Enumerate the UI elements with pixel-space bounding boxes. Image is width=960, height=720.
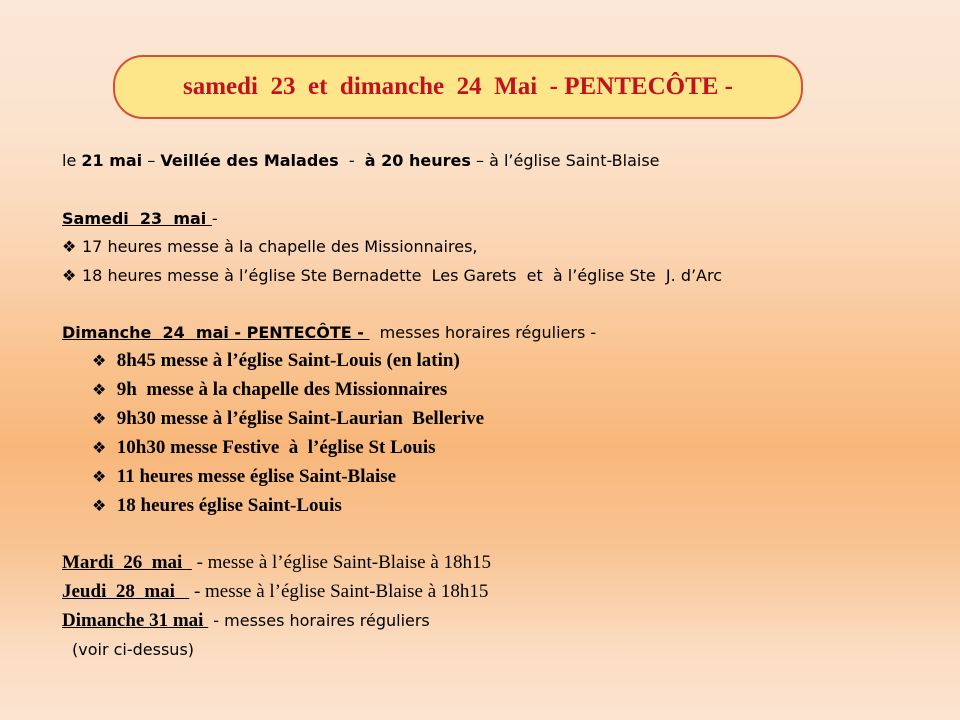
sunday-item (92, 408, 484, 430)
diamond-bullet-icon: ❖ (62, 266, 77, 285)
intro-line (62, 150, 660, 172)
later-day: Dimanche 31 mai (62, 610, 209, 631)
intro-place: à l’église Saint-Blaise (489, 151, 660, 170)
later-day: Mardi 26 mai (62, 552, 192, 573)
intro-dash: – (142, 151, 161, 170)
sunday-item (92, 437, 436, 459)
saturday-item (62, 265, 722, 287)
intro-event: Veillée des Malades (160, 151, 339, 170)
sunday-item (92, 466, 396, 488)
intro-date: 21 mai (81, 151, 143, 170)
sunday-item-text: 11 heures messe église Saint-Blaise (116, 466, 397, 487)
note-text: (voir ci-dessus) (72, 640, 195, 659)
sunday-item-text: 18 heures église Saint-Louis (116, 495, 342, 516)
note-line (72, 639, 194, 661)
sunday-item (92, 350, 460, 372)
saturday-heading-tail: - (211, 209, 218, 228)
sunday-heading (62, 322, 596, 344)
sunday-item-text: 9h30 messe à l’église Saint-Laurian Bellerive (116, 408, 485, 429)
intro-sep: - (338, 151, 365, 170)
sunday-item (92, 495, 342, 517)
later-line (62, 581, 488, 603)
diamond-bullet-icon: ❖ (92, 438, 107, 457)
diamond-bullet-icon: ❖ (92, 467, 107, 486)
intro-time: à 20 heures (364, 151, 471, 170)
later-line (62, 610, 430, 632)
sunday-item (92, 379, 447, 401)
saturday-heading (62, 208, 218, 230)
saturday-item-text: 17 heures messe à la chapelle des Missionnaires, (82, 237, 478, 256)
later-line (62, 552, 491, 574)
later-text: - messe à l’église Saint-Blaise à 18h15 (191, 552, 492, 573)
diamond-bullet-icon: ❖ (92, 380, 107, 399)
saturday-item (62, 236, 477, 258)
intro-dash-2: – (470, 151, 490, 170)
sunday-heading-tail: messes horaires réguliers - (369, 323, 597, 342)
diamond-bullet-icon: ❖ (92, 351, 107, 370)
sunday-item-text: 8h45 messe à l’église Saint-Louis (en latin) (116, 350, 460, 371)
later-text: - messes horaires réguliers (208, 611, 430, 630)
sunday-heading-label: Dimanche 24 mai - PENTECÔTE - (62, 323, 370, 342)
diamond-bullet-icon: ❖ (92, 496, 107, 515)
banner-title: samedi 23 et dimanche 24 Mai - PENTECÔTE - (183, 73, 733, 100)
sunday-item-text: 10h30 messe Festive à l’église St Louis (116, 437, 436, 458)
saturday-item-text: 18 heures messe à l’église Ste Bernadette Les Garets et à l’église Ste J. d’Arc (82, 266, 723, 285)
sunday-item-text: 9h messe à la chapelle des Missionnaires (116, 379, 448, 400)
diamond-bullet-icon: ❖ (92, 409, 107, 428)
later-text: - messe à l’église Saint-Blaise à 18h15 (189, 581, 489, 602)
diamond-bullet-icon: ❖ (62, 237, 77, 256)
saturday-heading-label: Samedi 23 mai (62, 209, 212, 228)
later-day: Jeudi 28 mai (62, 581, 190, 602)
title-banner (113, 55, 803, 119)
intro-prefix: le (62, 151, 82, 170)
